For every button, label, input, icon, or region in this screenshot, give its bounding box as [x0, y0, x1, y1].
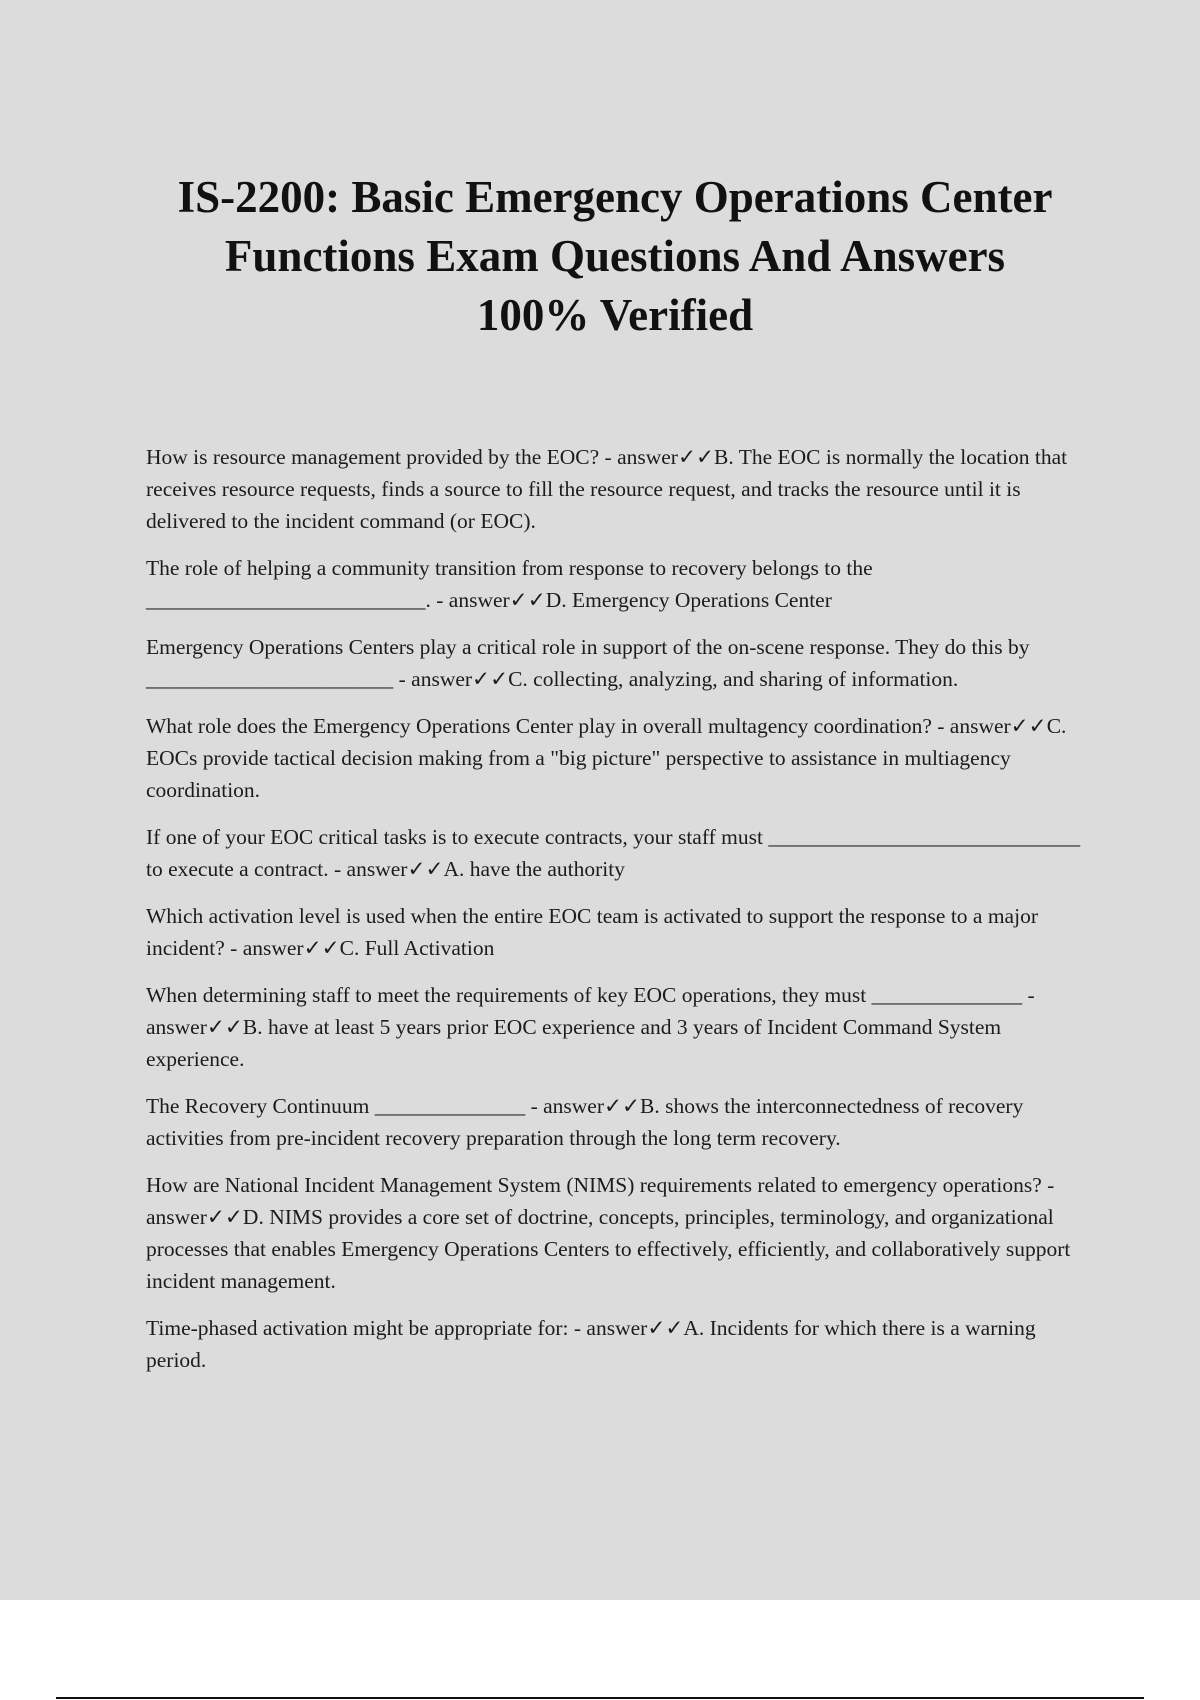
qa-item: Time-phased activation might be appropriate for: - answer✓✓A. Incidents for which there is a warning period.	[146, 1316, 1036, 1372]
qa-item: What role does the Emergency Operations Center play in overall multagency coordination? - answer✓✓C. EOCs provide tactical decision making from a "big picture" perspective to assistance in multiagency coordination.	[146, 714, 1067, 802]
qa-item: The Recovery Continuum ______________ - answer✓✓B. shows the interconnectedness of recovery activities from pre-incident recovery preparation through the long term recovery.	[146, 1094, 1024, 1150]
qa-item: If one of your EOC critical tasks is to execute contracts, your staff must _____________________________ to execute a contract. - answer✓✓A. have the authority	[146, 825, 1081, 881]
qa-item: Which activation level is used when the entire EOC team is activated to support the response to a major incident? - answer✓✓C. Full Activation	[146, 904, 1038, 960]
document-title	[130, 168, 1100, 345]
qa-item: When determining staff to meet the requirements of key EOC operations, they must ______________ - answer✓✓B. have at least 5 years prior EOC experience and 3 years of Incident Command System experience.	[146, 983, 1035, 1071]
footer-divider	[56, 1697, 1144, 1699]
qa-item: How is resource management provided by the EOC? - answer✓✓B. The EOC is normally the location that receives resource requests, finds a source to fill the resource request, and tracks the resource until it is delivered to the incident command (or EOC).	[146, 445, 1068, 533]
qa-item: The role of helping a community transition from response to recovery belongs to the __________________________. - answer✓✓D. Emergency Operations Center	[146, 556, 873, 612]
title-line: Functions Exam Questions And Answers	[224, 231, 1006, 281]
qa-list	[146, 441, 1091, 1391]
title-line: IS-2200: Basic Emergency Operations Center	[177, 172, 1053, 222]
qa-item: How are National Incident Management System (NIMS) requirements related to emergency operations? - answer✓✓D. NIMS provides a core set of doctrine, concepts, principles, terminology, and organizational processes that enables Emergency Operations Centers to effectively, efficiently, and collaboratively support incident management.	[146, 1173, 1071, 1293]
title-line: 100% Verified	[476, 290, 754, 340]
qa-item: Emergency Operations Centers play a critical role in support of the on-scene response. They do this by _______________________ - answer✓✓C. collecting, analyzing, and sharing of information.	[146, 635, 1030, 691]
